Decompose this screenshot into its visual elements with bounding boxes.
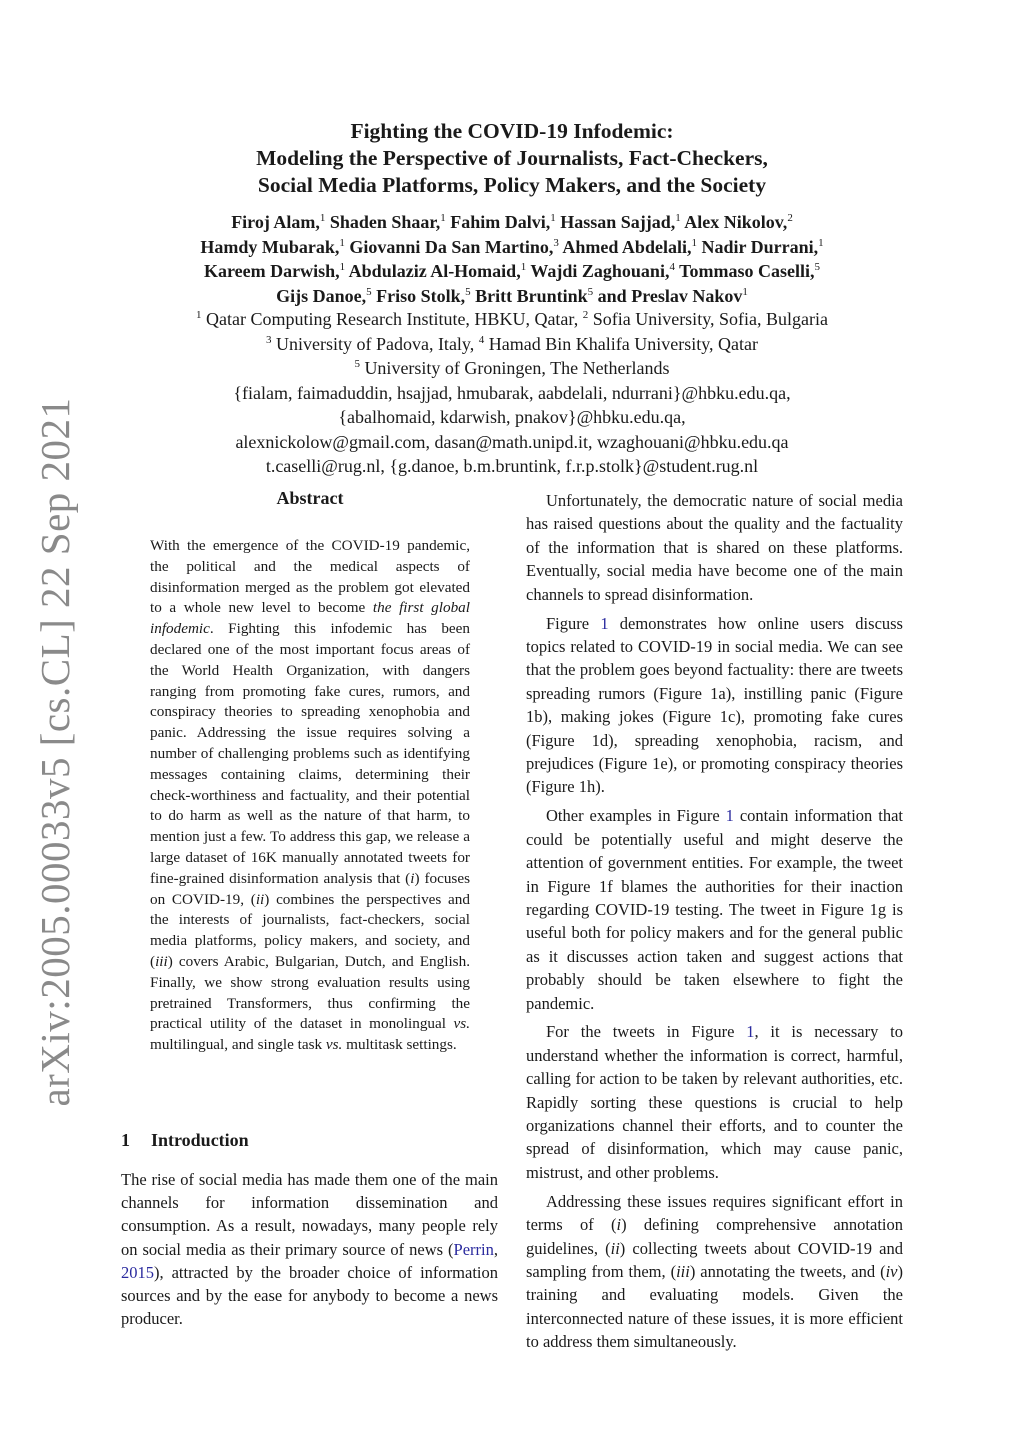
author-affil-sup: 1 xyxy=(742,285,748,298)
paragraph-text: ) training and evaluating models. Given the interconnected nature of these issues, it is more efficient to address them simultaneously. xyxy=(526,1262,903,1352)
affiliation-line xyxy=(0,332,1024,357)
affil-sup: 3 xyxy=(265,333,272,346)
email-line: t.caselli@rug.nl, {g.danoe, b.m.bruntink, f.r.p.stolk}@student.rug.nl xyxy=(265,456,759,476)
paragraph-text: ) collecting tweets about COVID-19 and sampling from them, ( xyxy=(526,1238,903,1281)
figure-ref-link[interactable]: 1 xyxy=(600,613,609,633)
paragraph-text: demonstrates how online users discuss topics related to COVID-19 in social media. We can see that the problem goes beyond factuality: there are tweets spreading rumors (Figure 1a), instilling panic (Figure 1b), making jokes (Figure 1c), promoting fake cures (Figure 1d), spreading xenophobia, racism, and prejudices (Figure 1e), or promoting conspiracy theories (Figure 1h). xyxy=(526,613,903,797)
author-affil-sup: 5 xyxy=(465,285,471,298)
affil-sup: 4 xyxy=(478,333,485,346)
abstract-text: ) covers Arabic, Bulgarian, Dutch, and English. Finally, we show strong evaluation results using pretrained Transformers, thus confirming the practical utility of the dataset in monolingual xyxy=(150,952,470,1033)
affiliation: Sofia University, Sofia, Bulgaria xyxy=(592,309,828,329)
author-name: Nadir Durrani, xyxy=(701,236,819,257)
author-name: and Preslav Nakov xyxy=(597,285,743,306)
affil-sup: 2 xyxy=(582,309,589,321)
abstract-text: ) focuses on COVID-19, ( xyxy=(150,869,470,908)
affil-sup: 1 xyxy=(196,309,202,321)
abstract-heading: Abstract xyxy=(276,488,344,508)
author-name: Hamdy Mubarak, xyxy=(200,236,340,257)
author-name: Shaden Shaar, xyxy=(329,212,441,232)
author-affil-sup: 1 xyxy=(319,212,326,224)
paragraph xyxy=(526,1020,903,1184)
affiliation: Qatar Computing Research Institute, HBKU, Qatar, xyxy=(206,309,579,329)
author-affil-sup: 1 xyxy=(691,236,697,249)
title-line: Fighting the COVID-19 Infodemic: xyxy=(350,119,674,143)
author-affil-sup: 5 xyxy=(587,285,594,298)
enum-marker: iii xyxy=(676,1262,690,1281)
enum-marker: iii xyxy=(155,952,168,970)
affiliation: University of Padova, Italy, xyxy=(275,333,475,354)
abstract-text: multitask settings. xyxy=(342,1036,457,1054)
paragraph-text: ) defining comprehensive annotation guidelines, ( xyxy=(526,1215,903,1258)
author-affil-sup: 1 xyxy=(550,212,556,224)
email-line: alexnickolow@gmail.com, dasan@math.unipd.it, wzaghouani@hbku.edu.qa xyxy=(235,431,789,452)
right-column xyxy=(526,489,903,1359)
paragraph-text: The rise of social media has made them one of the main channels for information dissemination and consumption. As a result, nowadays, many people rely on social media as their primary source of news ( xyxy=(121,1170,498,1259)
citation-link[interactable]: Perrin xyxy=(453,1239,494,1259)
affiliation: University of Groningen, The Netherlands xyxy=(364,358,670,378)
email-line: {fialam, faimaduddin, hsajjad, hmubarak, aabdelali, ndurrani}@hbku.edu.qa, xyxy=(233,382,791,403)
abstract-body xyxy=(150,536,470,1056)
section-heading xyxy=(121,1130,249,1151)
intro-paragraph xyxy=(121,1168,498,1330)
author-affil-sup: 3 xyxy=(553,236,559,249)
abstract-text: With the emergence of the COVID-19 pandemic, the political and the medical aspects of disinformation merged as the problem got elevated to a whole new level to become xyxy=(150,537,470,617)
author-line xyxy=(0,259,1024,284)
paragraph xyxy=(526,612,903,799)
section-title: Introduction xyxy=(151,1130,249,1150)
affiliation: Hamad Bin Khalifa University, Qatar xyxy=(488,333,759,354)
author-name: Britt Bruntink xyxy=(475,285,588,306)
abstract-text: ) combines the perspectives and the interests of journalists, fact-checkers, social media platforms, policy makers, and society, and ( xyxy=(150,890,470,970)
author-name: Ahmed Abdelali, xyxy=(562,236,692,257)
paragraph xyxy=(526,489,903,606)
author-name: Fahim Dalvi, xyxy=(450,212,551,232)
author-affil-sup: 1 xyxy=(440,212,446,224)
author-name: Firoj Alam, xyxy=(231,212,320,232)
paragraph-text: contain information that could be potentially useful and might deserve the attention of government entities. For example, the tweet in Figure 1f blames the authorities for their inaction regarding COVID-19 testing. The tweet in Figure 1g is useful both for policy makers and for the general public as it discusses action taken and suggest actions that probably should be taken elsewhere to fight the pandemic. xyxy=(526,806,903,1013)
abstract-text: . Fighting this infodemic has been declared one of the most important focus areas of the World Health Organization, with dangers ranging from promoting fake cures, rumors, and conspiracy theories to spreading xenophobia and panic. Addressing the issue requires solving a number of challenging problems such as identifying messages containing claims, determining their check-worthiness and factuality, and their potential to do harm as well as the nature of that harm, to mention just a few. To address this gap, we release a large dataset of 16K manually annotated tweets for fine-grained disinformation analysis that ( xyxy=(150,620,470,887)
author-affil-sup: 1 xyxy=(818,236,824,249)
author-name: Kareem Darwish, xyxy=(204,261,340,281)
paragraph-text: Figure xyxy=(546,613,601,633)
paragraph xyxy=(526,804,903,1015)
paragraph-text: , it is necessary to understand whether the information is correct, harmful, calling for action to be taken by relevant authorities, etc. Rapidly sorting these questions is crucial to help organizations channel their efforts, and to counter the spread of disinformation, which may cause panic, mistrust, and other problems. xyxy=(526,1022,903,1182)
abstract-emphasis: vs. xyxy=(325,1036,343,1054)
enum-marker: i xyxy=(410,869,415,887)
author-affil-sup: 1 xyxy=(339,261,346,273)
affiliation-line xyxy=(0,307,1024,332)
author-affil-sup: 1 xyxy=(339,236,345,249)
author-name: Hassan Sajjad, xyxy=(560,212,676,232)
figure-ref-link[interactable]: 1 xyxy=(725,806,734,826)
affiliation-line xyxy=(0,356,1024,381)
paragraph-text: Addressing these issues requires significant effort in terms of ( xyxy=(526,1191,903,1235)
enum-marker: ii xyxy=(255,890,265,908)
author-affil-sup: 1 xyxy=(520,261,527,273)
arxiv-stamp: arXiv:2005.00033v5 [cs.CL] 22 Sep 2021 xyxy=(32,397,78,1107)
paragraph-text: For the tweets in Figure xyxy=(546,1022,747,1042)
affiliations xyxy=(0,307,1024,479)
section-number: 1 xyxy=(121,1130,130,1150)
author-affil-sup: 2 xyxy=(787,212,793,224)
paper-title xyxy=(0,118,1024,199)
abstract-emphasis: the first global infodemic xyxy=(150,599,470,638)
author-name: Wajdi Zaghouani, xyxy=(530,261,670,281)
author-name: Giovanni Da San Martino, xyxy=(349,236,554,257)
author-affil-sup: 1 xyxy=(675,212,681,224)
author-affil-sup: 4 xyxy=(669,261,675,273)
author-affil-sup: 5 xyxy=(814,261,820,273)
author-name: Tommaso Caselli, xyxy=(679,261,815,281)
author-name: Gijs Danoe, xyxy=(276,285,367,306)
paragraph-text: ) annotating the tweets, and ( xyxy=(689,1262,886,1281)
title-line: Social Media Platforms, Policy Makers, and the Society xyxy=(257,173,767,197)
paragraph xyxy=(526,1190,903,1354)
figure-ref-link[interactable]: 1 xyxy=(746,1022,755,1042)
abstract-emphasis: vs. xyxy=(453,1015,470,1033)
citation-link[interactable]: 2015 xyxy=(121,1262,154,1282)
affil-sup: 5 xyxy=(354,358,360,370)
author-affil-sup: 5 xyxy=(366,285,372,298)
author-list xyxy=(0,210,1024,308)
author-name: Friso Stolk, xyxy=(376,285,466,306)
email-line: {abalhomaid, kdarwish, pnakov}@hbku.edu.qa, xyxy=(338,407,686,427)
author-line xyxy=(0,235,1024,260)
abstract-text: multilingual, and single task xyxy=(150,1036,326,1054)
paragraph-text: Unfortunately, the democratic nature of social media has raised questions about the quality and the factuality of the information that is shared on these platforms. Eventually, social media have become one of the main channels to spread disinformation. xyxy=(526,491,903,604)
author-name: Abdulaziz Al-Homaid, xyxy=(348,261,521,281)
author-line xyxy=(0,210,1024,235)
paragraph-text: ), attracted by the broader choice of information sources and by the ease for anybody to become a news producer. xyxy=(121,1262,498,1329)
author-line xyxy=(0,284,1024,309)
paragraph-text: , xyxy=(493,1239,498,1259)
paragraph-text: Other examples in Figure xyxy=(546,806,726,826)
author-name: Alex Nikolov, xyxy=(684,212,788,232)
title-line: Modeling the Perspective of Journalists, Fact-Checkers, xyxy=(256,146,768,170)
enum-marker: iv xyxy=(885,1262,898,1281)
enum-marker: i xyxy=(616,1215,622,1235)
enum-marker: ii xyxy=(610,1238,620,1258)
